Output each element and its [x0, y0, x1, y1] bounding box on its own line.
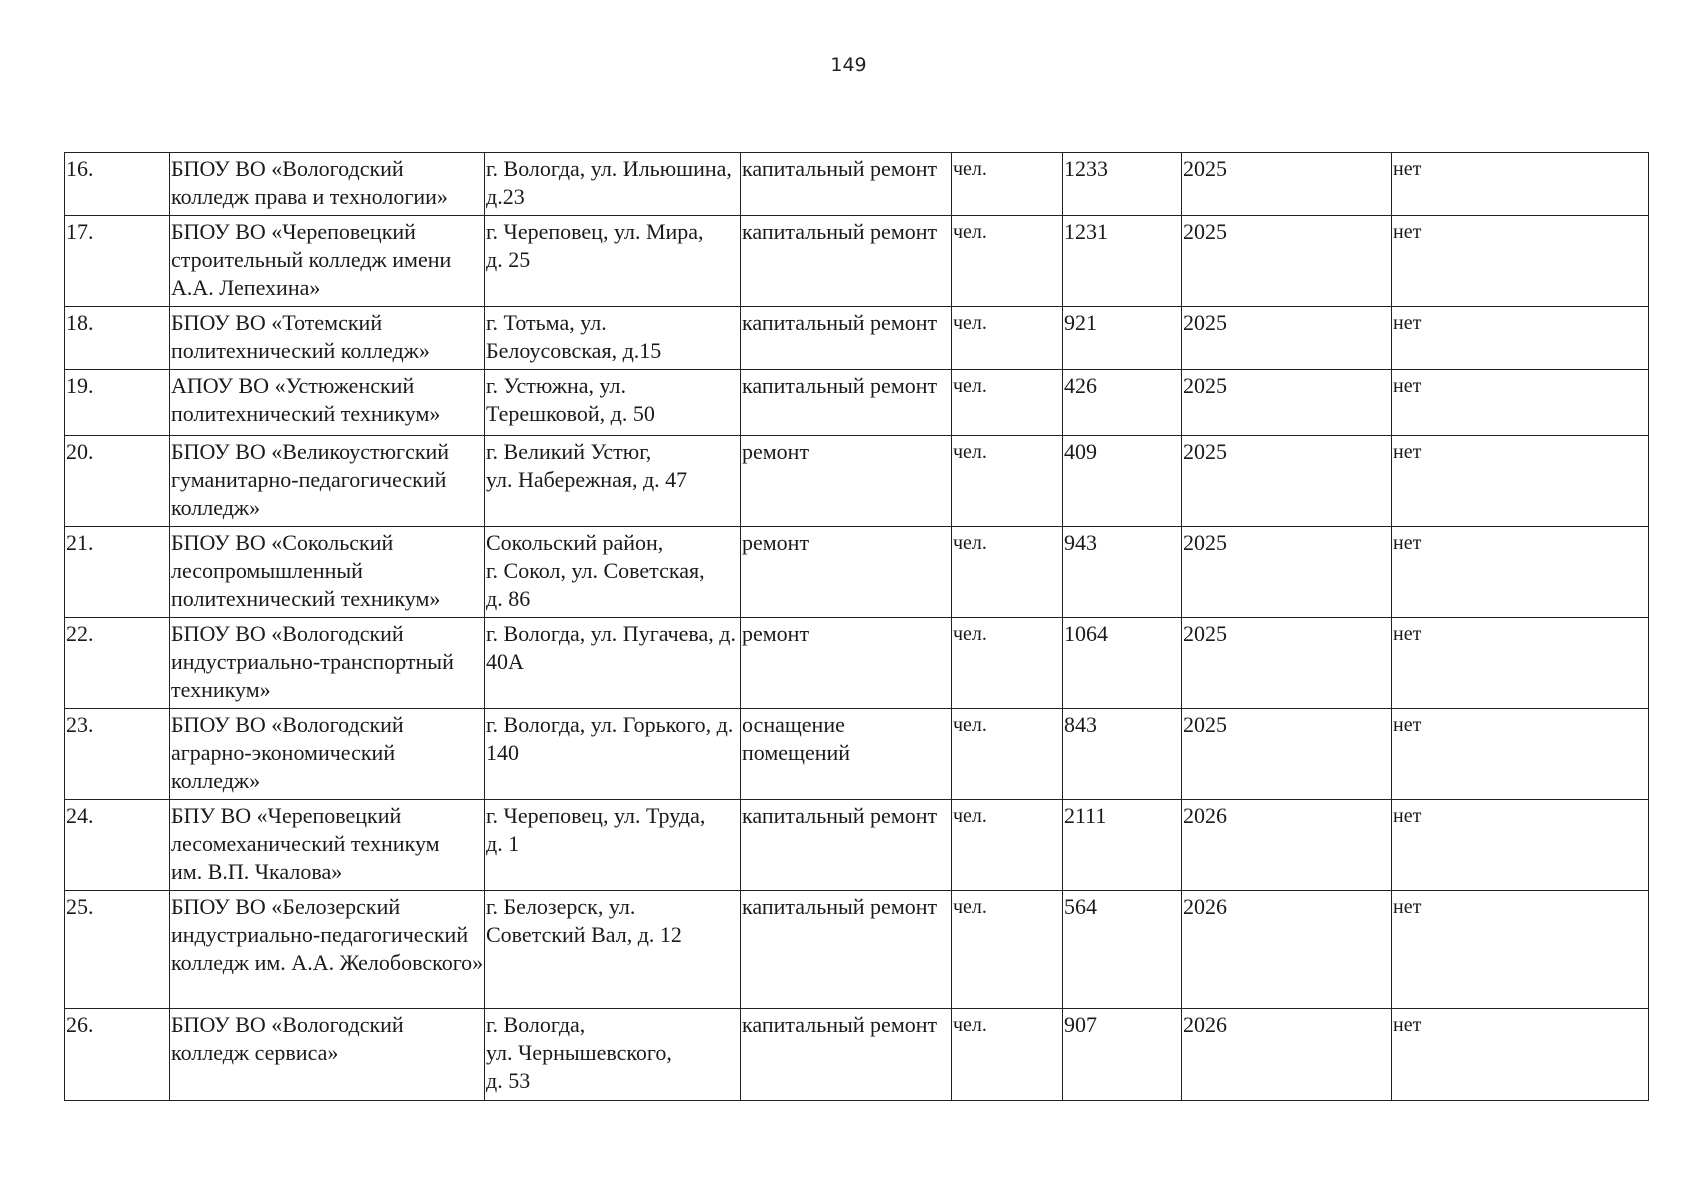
row-number-cell — [65, 1009, 170, 1101]
address: г. Череповец, ул. Мира, д. 25 — [486, 219, 704, 272]
table-row — [65, 436, 1649, 527]
unit-cell — [952, 618, 1063, 709]
table-row — [65, 709, 1649, 800]
institution-name: БПОУ ВО «Великоустюгский гуманитарно-педагогический колледж» — [171, 439, 450, 520]
row-number-cell — [65, 891, 170, 1009]
unit-cell — [952, 153, 1063, 216]
flag-cell — [1392, 370, 1649, 436]
quantity: 1231 — [1064, 219, 1108, 244]
quantity-cell — [1063, 527, 1182, 618]
row-number-cell — [65, 527, 170, 618]
flag: нет — [1393, 312, 1422, 334]
row-number-cell — [65, 709, 170, 800]
institution-name: АПОУ ВО «Устюженский политехнический техникум» — [171, 373, 441, 426]
year-cell — [1182, 370, 1392, 436]
row-number: 17. — [66, 219, 94, 244]
year-cell — [1182, 709, 1392, 800]
year: 2026 — [1183, 894, 1227, 919]
work-type: ремонт — [742, 439, 810, 464]
unit: чел. — [953, 1014, 987, 1036]
row-number: 23. — [66, 712, 94, 737]
year: 2026 — [1183, 803, 1227, 828]
year-cell — [1182, 436, 1392, 527]
row-number: 18. — [66, 310, 94, 335]
flag-cell — [1392, 307, 1649, 370]
work-type-cell — [741, 527, 952, 618]
quantity: 426 — [1064, 373, 1097, 398]
flag-cell — [1392, 153, 1649, 216]
institution-name: БПОУ ВО «Череповецкий строительный колледж имени А.А. Лепехина» — [171, 219, 452, 300]
institution-name-cell — [170, 307, 485, 370]
row-number: 24. — [66, 803, 94, 828]
work-type-cell — [741, 153, 952, 216]
unit: чел. — [953, 805, 987, 827]
unit: чел. — [953, 623, 987, 645]
quantity-cell — [1063, 216, 1182, 307]
work-type: капитальный ремонт — [742, 219, 938, 244]
address-cell — [485, 153, 741, 216]
unit: чел. — [953, 312, 987, 334]
table-row — [65, 891, 1649, 1009]
work-type-cell — [741, 618, 952, 709]
address-cell — [485, 216, 741, 307]
work-type-cell — [741, 709, 952, 800]
work-type: оснащение помещений — [742, 712, 851, 765]
institution-name: БПОУ ВО «Сокольский лесопромышленный политехнический техникум» — [171, 530, 441, 611]
year: 2025 — [1183, 530, 1227, 555]
year: 2025 — [1183, 156, 1227, 181]
unit-cell — [952, 370, 1063, 436]
unit-cell — [952, 800, 1063, 891]
table-row — [65, 800, 1649, 891]
address: г. Великий Устюг, ул. Набережная, д. 47 — [486, 439, 688, 492]
year-cell — [1182, 527, 1392, 618]
work-type-cell — [741, 370, 952, 436]
work-type: капитальный ремонт — [742, 1012, 938, 1037]
quantity-cell — [1063, 891, 1182, 1009]
row-number: 16. — [66, 156, 94, 181]
flag-cell — [1392, 436, 1649, 527]
table-body — [65, 153, 1649, 1101]
work-type: ремонт — [742, 530, 810, 555]
work-type-cell — [741, 216, 952, 307]
table-row — [65, 527, 1649, 618]
institution-name-cell — [170, 618, 485, 709]
year: 2025 — [1183, 621, 1227, 646]
flag: нет — [1393, 441, 1422, 463]
unit: чел. — [953, 158, 987, 180]
page-number: 149 — [830, 54, 867, 76]
work-type: капитальный ремонт — [742, 894, 938, 919]
address-cell — [485, 307, 741, 370]
quantity-cell — [1063, 307, 1182, 370]
row-number-cell — [65, 618, 170, 709]
work-type-cell — [741, 800, 952, 891]
address: г. Тотьма, ул. Белоусовская, д.15 — [486, 310, 662, 363]
address: г. Вологда, ул. Горького, д. 140 — [486, 712, 734, 765]
work-type-cell — [741, 891, 952, 1009]
row-number: 25. — [66, 894, 94, 919]
row-number-cell — [65, 370, 170, 436]
flag: нет — [1393, 532, 1422, 554]
address-cell — [485, 1009, 741, 1101]
unit: чел. — [953, 375, 987, 397]
unit-cell — [952, 527, 1063, 618]
institution-name: БПОУ ВО «Тотемский политехнический колледж» — [171, 310, 430, 363]
row-number: 22. — [66, 621, 94, 646]
row-number-cell — [65, 216, 170, 307]
flag: нет — [1393, 158, 1422, 180]
work-type-cell — [741, 436, 952, 527]
unit-cell — [952, 307, 1063, 370]
address-cell — [485, 800, 741, 891]
flag-cell — [1392, 1009, 1649, 1101]
quantity-cell — [1063, 618, 1182, 709]
flag-cell — [1392, 800, 1649, 891]
quantity-cell — [1063, 436, 1182, 527]
address-cell — [485, 370, 741, 436]
unit: чел. — [953, 221, 987, 243]
institution-name-cell — [170, 370, 485, 436]
year-cell — [1182, 216, 1392, 307]
quantity: 1233 — [1064, 156, 1108, 181]
address-cell — [485, 436, 741, 527]
unit: чел. — [953, 714, 987, 736]
unit: чел. — [953, 532, 987, 554]
address: г. Устюжна, ул. Терешковой, д. 50 — [486, 373, 655, 426]
quantity: 943 — [1064, 530, 1097, 555]
institution-name-cell — [170, 153, 485, 216]
address: г. Белозерск, ул. Советский Вал, д. 12 — [486, 894, 682, 947]
institution-name: БПОУ ВО «Вологодский аграрно-экономический колледж» — [171, 712, 404, 793]
institution-name-cell — [170, 891, 485, 1009]
row-number: 20. — [66, 439, 94, 464]
institution-name-cell — [170, 527, 485, 618]
quantity: 2111 — [1064, 803, 1107, 828]
flag-cell — [1392, 216, 1649, 307]
institution-name-cell — [170, 709, 485, 800]
year: 2025 — [1183, 373, 1227, 398]
row-number-cell — [65, 436, 170, 527]
institution-name-cell — [170, 1009, 485, 1101]
unit-cell — [952, 216, 1063, 307]
flag: нет — [1393, 805, 1422, 827]
quantity-cell — [1063, 153, 1182, 216]
address-cell — [485, 527, 741, 618]
address: Сокольский район, г. Сокол, ул. Советская, д. 86 — [486, 530, 705, 611]
quantity: 1064 — [1064, 621, 1108, 646]
flag: нет — [1393, 623, 1422, 645]
year-cell — [1182, 618, 1392, 709]
flag: нет — [1393, 1014, 1422, 1036]
work-type: капитальный ремонт — [742, 310, 938, 335]
quantity: 409 — [1064, 439, 1097, 464]
quantity: 921 — [1064, 310, 1097, 335]
quantity-cell — [1063, 370, 1182, 436]
table-row — [65, 153, 1649, 216]
row-number-cell — [65, 307, 170, 370]
unit-cell — [952, 709, 1063, 800]
quantity: 564 — [1064, 894, 1097, 919]
quantity: 907 — [1064, 1012, 1097, 1037]
institution-name-cell — [170, 216, 485, 307]
address: г. Вологда, ул. Чернышевского, д. 53 — [486, 1012, 672, 1093]
year: 2025 — [1183, 219, 1227, 244]
institution-name: БПОУ ВО «Вологодский колледж сервиса» — [171, 1012, 404, 1065]
work-type: капитальный ремонт — [742, 156, 938, 181]
table-row — [65, 618, 1649, 709]
year-cell — [1182, 891, 1392, 1009]
institution-name: БПОУ ВО «Белозерский индустриально-педагогический колледж им. А.А. Желобовского» — [171, 894, 484, 975]
institution-name-cell — [170, 800, 485, 891]
year-cell — [1182, 800, 1392, 891]
address: г. Вологда, ул. Ильюшина, д.23 — [486, 156, 732, 209]
quantity-cell — [1063, 800, 1182, 891]
quantity: 843 — [1064, 712, 1097, 737]
flag: нет — [1393, 714, 1422, 736]
address: г. Вологда, ул. Пугачева, д. 40А — [486, 621, 736, 674]
unit-cell — [952, 891, 1063, 1009]
row-number-cell — [65, 153, 170, 216]
address-cell — [485, 618, 741, 709]
table-row — [65, 370, 1649, 436]
table-row — [65, 307, 1649, 370]
institution-name: БПОУ ВО «Вологодский колледж права и технологии» — [171, 156, 448, 209]
address-cell — [485, 709, 741, 800]
flag: нет — [1393, 896, 1422, 918]
year: 2025 — [1183, 439, 1227, 464]
flag-cell — [1392, 527, 1649, 618]
work-type: капитальный ремонт — [742, 373, 938, 398]
flag: нет — [1393, 221, 1422, 243]
work-type-cell — [741, 307, 952, 370]
unit: чел. — [953, 896, 987, 918]
flag-cell — [1392, 618, 1649, 709]
institution-name: БПУ ВО «Череповецкий лесомеханический техникум им. В.П. Чкалова» — [171, 803, 440, 884]
table-row — [65, 1009, 1649, 1101]
flag: нет — [1393, 375, 1422, 397]
quantity-cell — [1063, 1009, 1182, 1101]
objects-table — [64, 152, 1649, 1101]
year-cell — [1182, 307, 1392, 370]
year: 2025 — [1183, 310, 1227, 335]
institution-name: БПОУ ВО «Вологодский индустриально-транспортный техникум» — [171, 621, 454, 702]
address-cell — [485, 891, 741, 1009]
address: г. Череповец, ул. Труда, д. 1 — [486, 803, 706, 856]
row-number: 19. — [66, 373, 94, 398]
flag-cell — [1392, 891, 1649, 1009]
row-number-cell — [65, 800, 170, 891]
table-row — [65, 216, 1649, 307]
row-number: 26. — [66, 1012, 94, 1037]
year-cell — [1182, 153, 1392, 216]
work-type: капитальный ремонт — [742, 803, 938, 828]
unit-cell — [952, 436, 1063, 527]
flag-cell — [1392, 709, 1649, 800]
work-type-cell — [741, 1009, 952, 1101]
row-number: 21. — [66, 530, 94, 555]
work-type: ремонт — [742, 621, 810, 646]
year: 2025 — [1183, 712, 1227, 737]
quantity-cell — [1063, 709, 1182, 800]
institution-name-cell — [170, 436, 485, 527]
unit: чел. — [953, 441, 987, 463]
year: 2026 — [1183, 1012, 1227, 1037]
unit-cell — [952, 1009, 1063, 1101]
year-cell — [1182, 1009, 1392, 1101]
